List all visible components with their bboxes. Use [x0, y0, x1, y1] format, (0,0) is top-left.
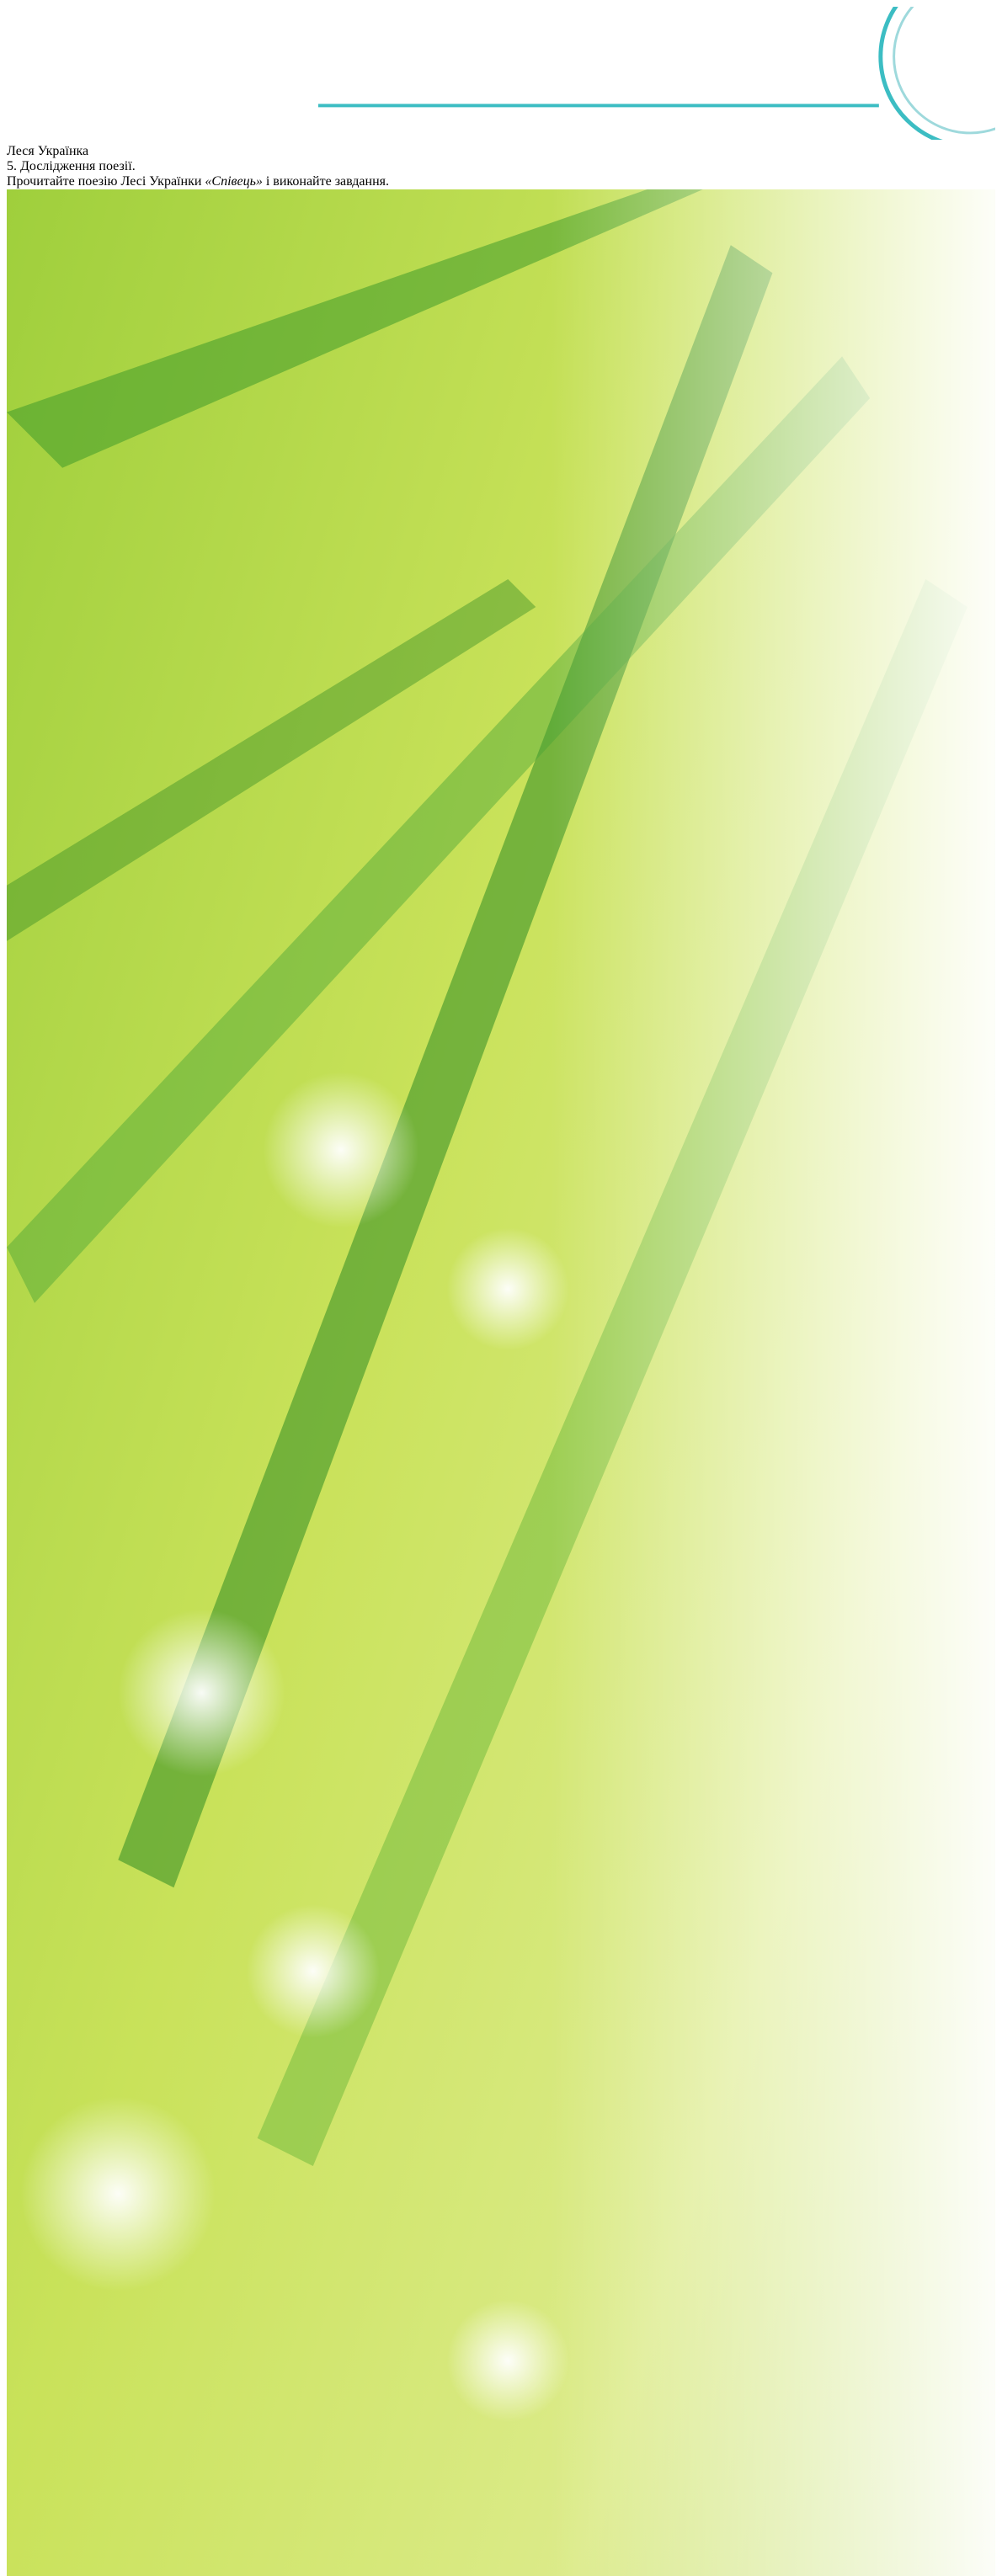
task-text-before: Прочитайте поезію Лесі Українки	[7, 173, 205, 189]
task-instruction	[7, 174, 995, 189]
section-badge	[7, 159, 995, 174]
task-poem-title: «Співець»	[205, 173, 263, 189]
textbook-page	[7, 7, 995, 2576]
section-badge-line: 5. Дослідження	[7, 158, 96, 173]
header-rings-decoration	[7, 7, 995, 140]
section-badge-line: поезії.	[99, 158, 136, 173]
task-text-after: і виконайте завдання.	[262, 173, 390, 189]
grass-dew-image	[7, 189, 995, 2576]
running-header-author: Леся Українка	[7, 143, 89, 158]
